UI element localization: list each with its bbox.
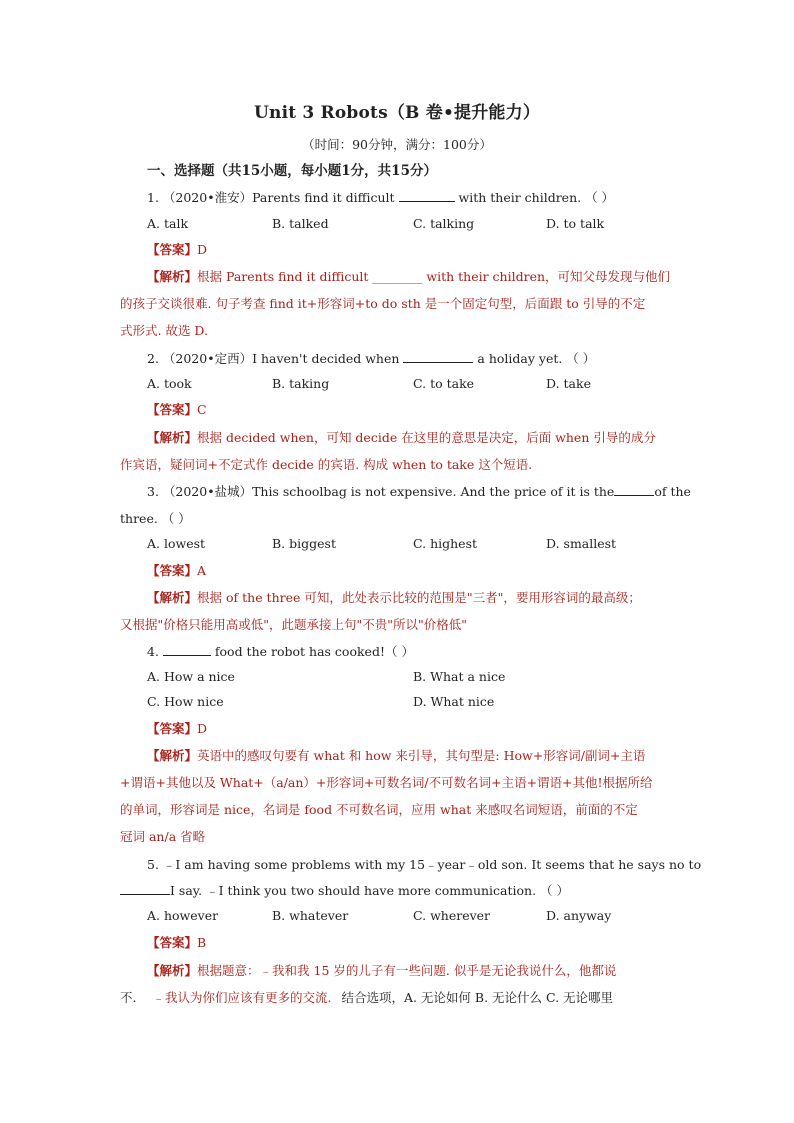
option-b: B. taking — [272, 376, 330, 391]
option-c: C. highest — [413, 536, 478, 551]
option-d: D. take — [546, 376, 591, 391]
option-b: B. biggest — [272, 536, 336, 551]
question-5-stem-cont: I say. ﹣I think you two should have more communication. （ ） — [120, 882, 569, 900]
answer-line: 【答案】D — [147, 242, 208, 257]
option-b: B. talked — [272, 216, 329, 231]
analysis-line: 的孩子交谈很难. 句子考查 find it+形容词+to do sth 是一个固定句型，后面跟 to 引导的不定 — [120, 296, 646, 311]
page-title: Unit 3 Robots（B 卷•提升能力） — [253, 103, 541, 123]
analysis-line: 式形式. 故选 D. — [120, 323, 208, 338]
question-1-stem: 1. （2020•淮安）Parents find it difficult with their children. （ ） — [147, 190, 615, 205]
option-a: A. talk — [147, 216, 189, 231]
answer-line: 【答案】A — [147, 563, 207, 578]
answer-line: 【答案】B — [147, 935, 207, 950]
answer-line: 【答案】D — [147, 721, 208, 736]
section-heading: 一、选择题（共15小题，每小题1分，共15分） — [147, 163, 437, 179]
analysis-line: 【解析】根据 decided when，可知 decide 在这里的意思是决定，后面 when 引导的成分 — [147, 430, 656, 445]
option-d: D. anyway — [546, 908, 612, 923]
option-b: B. whatever — [272, 908, 349, 923]
option-a: A. lowest — [147, 536, 206, 551]
option-d: D. to talk — [546, 216, 605, 231]
option-d: D. What nice — [413, 694, 495, 709]
analysis-line: 冠词 an/a 省略 — [120, 829, 206, 844]
option-c: C. talking — [413, 216, 475, 231]
question-5-stem: 5. ﹣I am having some problems with my 15﹣year﹣old son. It seems that he says no to — [147, 857, 702, 872]
answer-blank — [163, 644, 211, 656]
option-d: D. smallest — [546, 536, 617, 551]
option-c: C. to take — [413, 376, 475, 391]
analysis-line: 【解析】根据题意：﹣我和我 15 岁的儿子有一些问题. 似乎是无论我说什么，他都说 — [147, 963, 617, 978]
option-c: C. How nice — [147, 694, 224, 709]
analysis-line: 作宾语，疑问词+不定式作 decide 的宾语. 构成 when to take 这个短语. — [120, 457, 533, 472]
exam-info: （时间：90分钟，满分：100分） — [302, 137, 492, 152]
question-3-stem: 3. （2020•盐城）This schoolbag is not expensive. And the price of it is the of the — [147, 484, 691, 499]
question-2-stem: 2. （2020•定西）I haven't decided when a holiday yet. （ ） — [147, 351, 596, 366]
analysis-line: 的单词，形容词是 nice，名词是 food 不可数名词，应用 what 来感叹名词短语，前面的不定 — [120, 802, 638, 817]
analysis-line: 【解析】英语中的感叹句要有 what 和 how 来引导，其句型是: How+形容词/副词+主语 — [147, 748, 646, 763]
analysis-line: 【解析】根据 of the three 可知，此处表示比较的范围是"三者"，要用形容词的最高级； — [147, 590, 641, 605]
analysis-line: +谓语+其他以及 What+（a/an）+形容词+可数名词/不可数名词+主语+谓语+其他!根据所给 — [120, 775, 653, 790]
analysis-line: 又根据"价格只能用高或低"，此题承接上句"不贵"所以"价格低" — [120, 617, 467, 632]
analysis-line: 【解析】根据 Parents find it difficult ________ with their children，可知父母发现与他们 — [147, 269, 671, 284]
option-a: A. How a nice — [147, 669, 235, 684]
answer-blank — [399, 190, 455, 202]
answer-blank — [403, 351, 473, 363]
answer-line: 【答案】C — [147, 402, 207, 417]
answer-blank — [614, 484, 654, 496]
option-a: A. however — [147, 908, 219, 923]
option-b: B. What a nice — [413, 669, 506, 684]
question-4-stem: 4. food the robot has cooked!（ ） — [147, 644, 414, 659]
question-3-stem-cont: three. （ ） — [120, 511, 191, 526]
option-c: C. wherever — [413, 908, 491, 923]
answer-blank — [120, 883, 170, 895]
option-a: A. took — [147, 376, 192, 391]
analysis-line: 不. ﹣我认为你们应该有更多的交流. 结合选项，A. 无论如何 B. 无论什么 C. 无论哪里 — [120, 990, 614, 1005]
